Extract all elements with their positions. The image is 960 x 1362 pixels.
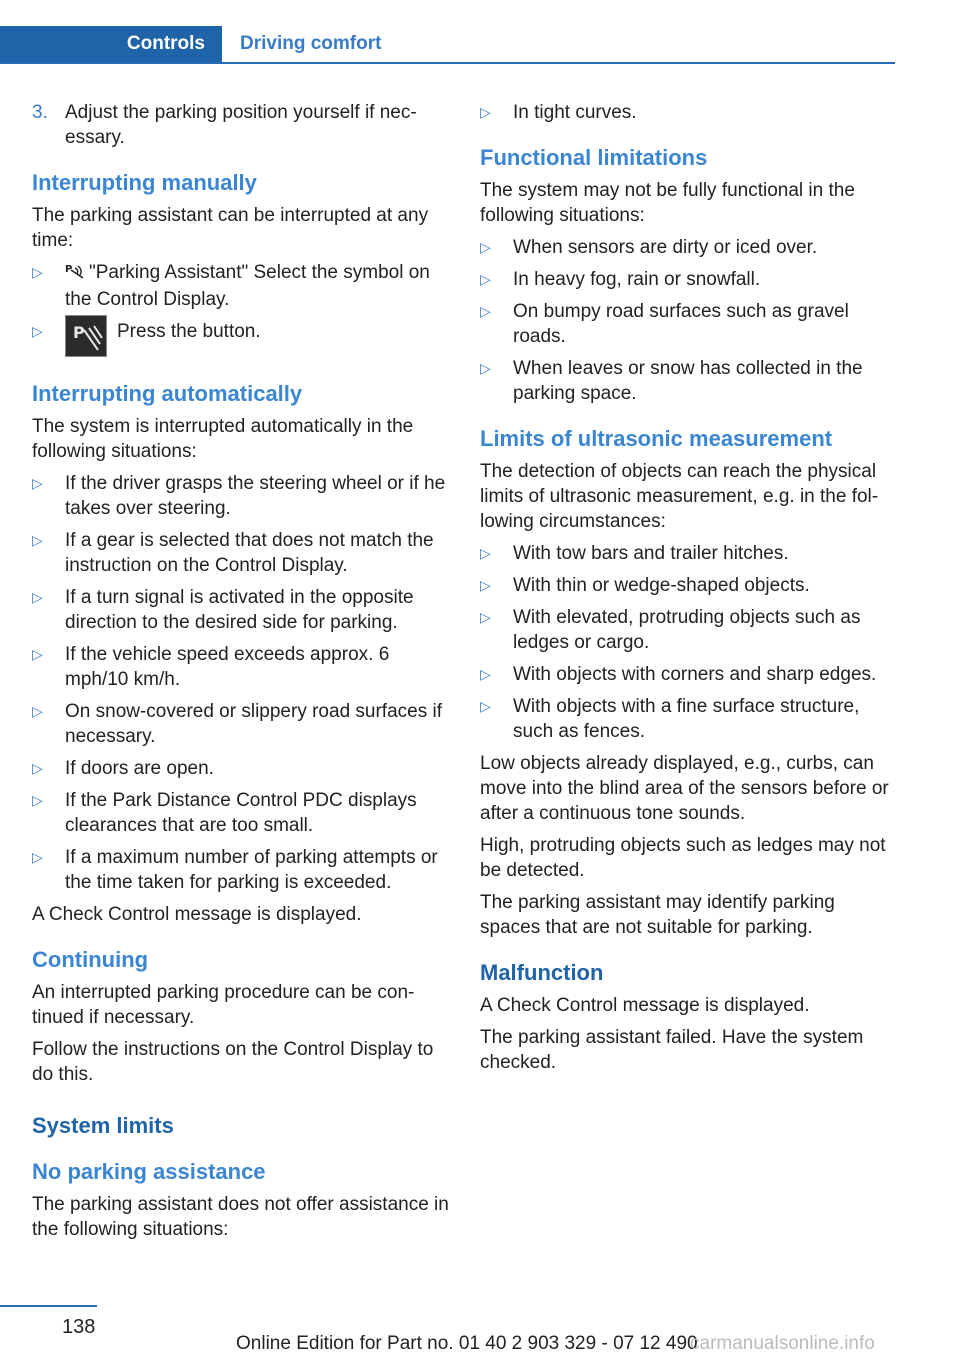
list-item <box>32 471 450 521</box>
list-item <box>32 699 450 749</box>
right-column <box>480 100 898 1082</box>
paragraph: A Check Control message is displayed. <box>480 995 810 1016</box>
bullet-icon: ▷ <box>32 264 43 280</box>
bullet-icon: ▷ <box>32 703 43 719</box>
list-item-text: If doors are open. <box>65 758 214 779</box>
paragraph: Follow the instructions on the Control Display to do this. <box>32 1039 434 1085</box>
step-text: Adjust the parking position yourself if necessary. <box>65 102 417 148</box>
bullet-icon: ▷ <box>480 577 491 593</box>
list-item-text: With tow bars and trailer hitches. <box>513 543 789 564</box>
paragraph: The parking assistant may identify parking spaces that are not suitable for parking. <box>480 892 835 938</box>
left-column <box>32 100 450 1249</box>
list-item-text: With elevated, protruding objects such as ledges or cargo. <box>513 607 861 653</box>
list-item <box>480 299 898 349</box>
list-item <box>32 845 450 895</box>
paragraph: A Check Control message is displayed. <box>32 904 362 925</box>
step-list <box>32 100 450 150</box>
page-number: 138 <box>62 1316 96 1338</box>
list-item-text: If the vehicle speed exceeds approx. 6 mph/10 km/h. <box>65 644 390 690</box>
step-number: 3. <box>32 102 48 123</box>
edition-text: Online Edition for Part no. 01 40 2 903 329 - 07 12 490 <box>236 1333 698 1354</box>
list-item <box>32 319 450 361</box>
list-item-text: If the driver grasps the steering wheel or if he takes over steering. <box>65 473 446 519</box>
bullet-icon: ▷ <box>480 104 491 120</box>
bullet-icon: ▷ <box>32 760 43 776</box>
svg-text:P: P <box>65 264 73 275</box>
list-item-text: If a maximum number of parking attempts or the time taken for parking is exceeded. <box>65 847 438 893</box>
footer-divider <box>0 1305 97 1307</box>
list-item <box>480 662 898 687</box>
bullet-icon: ▷ <box>32 475 43 491</box>
bullet-icon: ▷ <box>32 646 43 662</box>
list-item <box>480 573 898 598</box>
list-item <box>480 694 898 744</box>
bullet-icon: ▷ <box>480 698 491 714</box>
list-item <box>32 788 450 838</box>
paragraph: The parking assistant failed. Have the system checked. <box>480 1027 864 1073</box>
paragraph: The system is interrupted automatically in the following situations: <box>32 416 414 462</box>
list-item <box>480 235 898 260</box>
parking-assistant-button-icon <box>65 315 107 357</box>
list-item-text: On bumpy road surfaces such as gravel roads. <box>513 301 849 347</box>
heading-functional-limitations: Functional limitations <box>480 145 708 170</box>
heading-limits-ultrasonic: Limits of ultrasonic measurement <box>480 426 833 451</box>
list-item-text: Press the button. <box>117 321 261 342</box>
bullet-icon: ▷ <box>480 545 491 561</box>
bullet-icon: ▷ <box>32 323 43 339</box>
paragraph: The system may not be fully functional in the following situations: <box>480 180 855 226</box>
bullet-icon: ▷ <box>32 849 43 865</box>
header-tab-controls[interactable]: Controls <box>0 26 222 62</box>
list-item-text: If a gear is selected that does not match the instruction on the Control Display. <box>65 530 434 576</box>
bullet-icon: ▷ <box>32 532 43 548</box>
list-item-text: With thin or wedge-shaped objects. <box>513 575 810 596</box>
list-item <box>32 756 450 781</box>
paragraph: The parking assistant does not offer assistance in the following situations: <box>32 1194 449 1240</box>
list-item <box>32 642 450 692</box>
heading-interrupting-manually: Interrupting manually <box>32 170 257 195</box>
bullet-icon: ▷ <box>480 609 491 625</box>
bullet-icon: ▷ <box>480 239 491 255</box>
heading-continuing: Continuing <box>32 947 149 972</box>
bullet-icon: ▷ <box>32 792 43 808</box>
header-tab-driving-comfort[interactable]: Driving comfort <box>240 33 382 54</box>
list-item <box>480 267 898 292</box>
heading-system-limits: System limits <box>32 1113 174 1138</box>
heading-interrupting-automatically: Interrupting automatically <box>32 381 303 406</box>
heading-malfunction: Malfunction <box>480 960 604 985</box>
bullet-icon: ▷ <box>32 589 43 605</box>
list-item <box>480 605 898 655</box>
list-item-text: In heavy fog, rain or snowfall. <box>513 269 761 290</box>
bullet-list <box>32 260 450 361</box>
step-3 <box>32 100 450 150</box>
watermark: carmanualsonline.info <box>690 1333 875 1354</box>
list-item <box>480 100 898 125</box>
bullet-list <box>480 541 898 744</box>
list-item-text: On snow-covered or slippery road surfaces if necessary. <box>65 701 442 747</box>
bullet-list <box>480 100 898 125</box>
bullet-icon: ▷ <box>480 303 491 319</box>
list-item <box>32 585 450 635</box>
svg-text:P: P <box>73 323 85 342</box>
parking-assistant-icon <box>65 262 85 287</box>
list-item <box>32 528 450 578</box>
heading-no-parking-assistance: No parking assistance <box>32 1159 266 1184</box>
bullet-list <box>480 235 898 406</box>
bullet-list <box>32 471 450 895</box>
list-item <box>480 356 898 406</box>
paragraph: The detection of objects can reach the physical limits of ultrasonic measurement, e.g. in the following circumstances: <box>480 461 879 532</box>
list-item-text: With objects with corners and sharp edges. <box>513 664 877 685</box>
paragraph: High, protruding objects such as ledges may not be detected. <box>480 835 886 881</box>
bullet-icon: ▷ <box>480 666 491 682</box>
paragraph: An interrupted parking procedure can be continued if necessary. <box>32 982 415 1028</box>
list-item-text: In tight curves. <box>513 102 637 123</box>
list-item-text: If a turn signal is activated in the opposite direction to the desired side for parking. <box>65 587 414 633</box>
list-item-text: If the Park Distance Control PDC displays clearances that are too small. <box>65 790 417 836</box>
list-item-text: When leaves or snow has collected in the parking space. <box>513 358 863 404</box>
bullet-icon: ▷ <box>480 271 491 287</box>
bullet-icon: ▷ <box>480 360 491 376</box>
list-item <box>32 260 450 312</box>
page-header <box>0 26 895 64</box>
paragraph: The parking assistant can be interrupted at any time: <box>32 205 429 251</box>
list-item-text: When sensors are dirty or iced over. <box>513 237 818 258</box>
list-item-text: "Parking Assistant" Select the symbol on the Control Display. <box>65 262 430 310</box>
paragraph: Low objects already displayed, e.g., curbs, can move into the blind area of the sensors before or after a continuous tone sounds. <box>480 753 889 824</box>
list-item <box>480 541 898 566</box>
list-item-text: With objects with a fine surface structure, such as fences. <box>513 696 860 742</box>
